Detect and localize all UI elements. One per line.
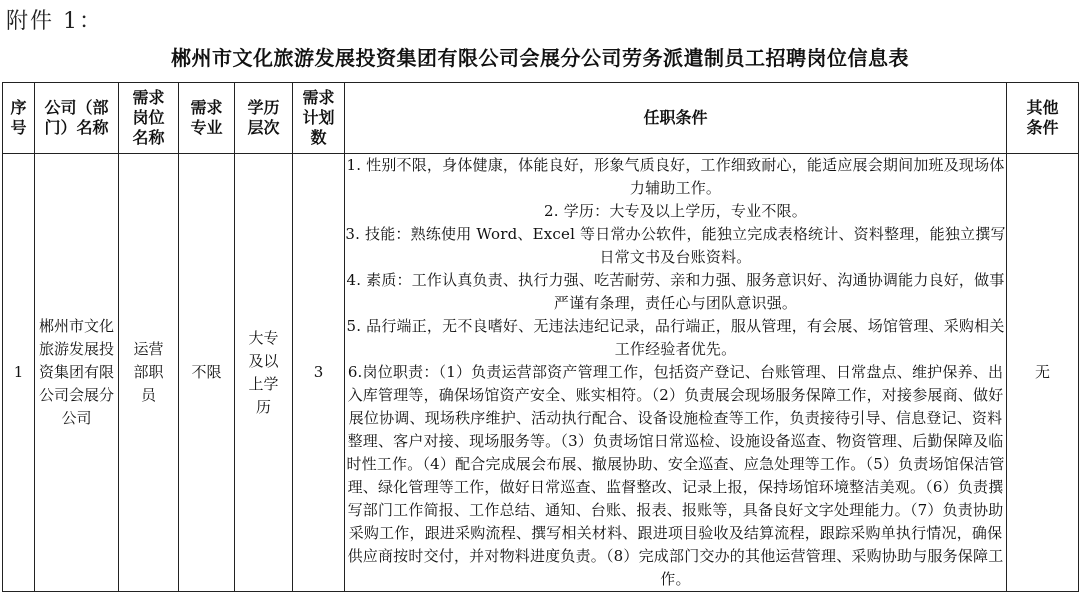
recruit-table [2,82,1079,592]
table-row [3,154,1079,592]
requirement-item: 2. 学历：大专及以上学历，专业不限。 [544,202,807,220]
cell-other: 无 [1007,154,1079,592]
document-title: 郴州市文化旅游发展投资集团有限公司会展分公司劳务派遣制员工招聘岗位信息表 [171,46,909,70]
cell-position: 运营部职员 [119,154,179,592]
requirement-item: 1. 性别不限，身体健康，体能良好，形象气质良好，工作细致耐心，能适应展会期间加班及现场体力辅助工作。 [346,156,1005,197]
header-company: 公司（部门）名称 [35,83,119,154]
table-header-row [3,83,1079,154]
cell-count: 3 [293,154,345,592]
cell-education: 大专及以上学历 [235,154,293,592]
cell-no: 1 [3,154,35,592]
cell-requirements [345,154,1007,592]
requirement-item: 4. 素质：工作认真负责、执行力强、吃苦耐劳、亲和力强、服务意识好、沟通协调能力良好，做事严谨有条理，责任心与团队意识强。 [346,271,1005,312]
cell-company: 郴州市文化旅游发展投资集团有限公司会展分公司 [35,154,119,592]
requirement-item: 5. 品行端正，无不良嗜好、无违法违纪记录，品行端正，服从管理，有会展、场馆管理、采购相关工作经验者优先。 [346,317,1005,358]
cell-major: 不限 [179,154,235,592]
header-other: 其他条件 [1007,83,1079,154]
header-no: 序号 [3,83,35,154]
header-requirements: 任职条件 [345,83,1007,154]
requirement-item: 6.岗位职责：（1）负责运营部资产管理工作，包括资产登记、台账管理、日常盘点、维护保养、出入库管理等，确保场馆资产安全、账实相符。（2）负责展会现场服务保障工作，对接参展商、做好展位协调、现场秩序维护、活动执行配合、设备设施检查等工作，负责接待引导、信息登记、资料整理、客户对接、现场服务等。（3）负责场馆日常巡检、设施设备巡查、物资管理、后勤保障及临时性工作。（4）配合完成展会布展、撤展协助、安全巡查、应急处理等工作。（5）负责场馆保洁管理、绿化管理等工作，做好日常巡查、监督整改、记录上报，保持场馆环境整洁美观。（6）负责撰写部门工作简报、工作总结、通知、台账、报表、报账等，具备良好文字处理能力。（7）负责协助采购工作，跟进采购流程、撰写相关材料、跟进项目验收及结算流程，跟踪采购单执行情况，确保供应商按时交付，并对物料进度负责。（8）完成部门交办的其他运营管理、采购协助与服务保障工作。 [346,363,1005,588]
header-major: 需求专业 [179,83,235,154]
attachment-label: 附件 1： [6,9,103,34]
requirement-item: 3. 技能：熟练使用 Word、Excel 等日常办公软件，能独立完成表格统计、资料整理，能独立撰写日常文书及台账资料。 [345,225,1006,266]
header-position: 需求岗位名称 [119,83,179,154]
header-education: 学历层次 [235,83,293,154]
header-count: 需求计划数 [293,83,345,154]
